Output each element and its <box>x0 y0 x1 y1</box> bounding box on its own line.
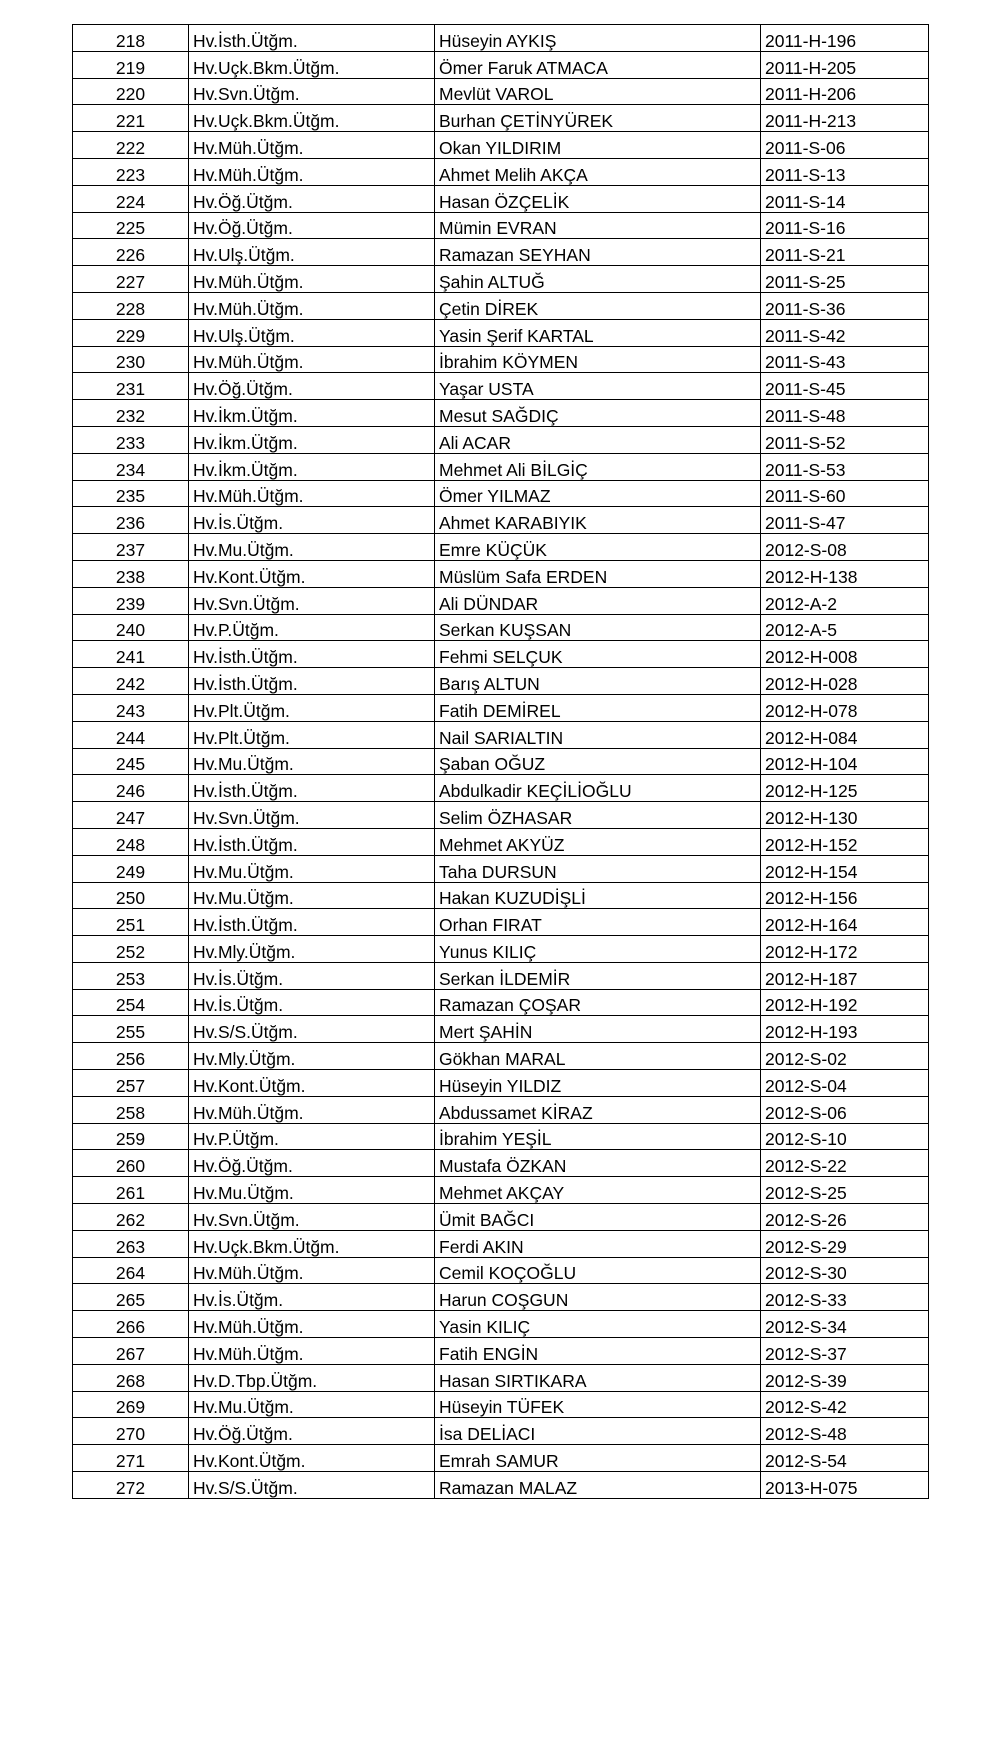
table-row <box>73 105 929 132</box>
registry-cell: 2011-H-196 <box>761 25 929 52</box>
rank-cell: Hv.Kont.Ütğm. <box>189 1070 435 1097</box>
table-row <box>73 1364 929 1391</box>
rank-cell: Hv.İs.Ütğm. <box>189 989 435 1016</box>
registry-cell: 2012-H-008 <box>761 641 929 668</box>
registry-cell: 2011-S-25 <box>761 266 929 293</box>
table-row <box>73 480 929 507</box>
table-row <box>73 212 929 239</box>
registry-cell: 2012-S-04 <box>761 1070 929 1097</box>
row-number: 245 <box>73 748 189 775</box>
rank-cell: Hv.Svn.Ütğm. <box>189 1204 435 1231</box>
name-cell: Cemil KOÇOĞLU <box>435 1257 761 1284</box>
registry-cell: 2012-H-084 <box>761 721 929 748</box>
name-cell: Fatih DEMİREL <box>435 694 761 721</box>
rank-cell: Hv.İs.Ütğm. <box>189 507 435 534</box>
table-row <box>73 1257 929 1284</box>
registry-cell: 2012-H-028 <box>761 668 929 695</box>
rank-cell: Hv.Müh.Ütğm. <box>189 480 435 507</box>
registry-cell: 2012-S-08 <box>761 534 929 561</box>
name-cell: Barış ALTUN <box>435 668 761 695</box>
table-row <box>73 292 929 319</box>
name-cell: Hakan KUZUDİŞLİ <box>435 882 761 909</box>
table-row <box>73 560 929 587</box>
rank-cell: Hv.Müh.Ütğm. <box>189 346 435 373</box>
row-number: 269 <box>73 1391 189 1418</box>
name-cell: Hüseyin YILDIZ <box>435 1070 761 1097</box>
registry-cell: 2012-S-37 <box>761 1338 929 1365</box>
table-row <box>73 721 929 748</box>
name-cell: Gökhan MARAL <box>435 1043 761 1070</box>
row-number: 252 <box>73 936 189 963</box>
registry-cell: 2012-A-2 <box>761 587 929 614</box>
table-row <box>73 1338 929 1365</box>
row-number: 242 <box>73 668 189 695</box>
name-cell: Ali ACAR <box>435 426 761 453</box>
rank-cell: Hv.Öğ.Ütğm. <box>189 1418 435 1445</box>
row-number: 267 <box>73 1338 189 1365</box>
table-row <box>73 855 929 882</box>
rank-cell: Hv.Svn.Ütğm. <box>189 587 435 614</box>
name-cell: Yunus KILIÇ <box>435 936 761 963</box>
registry-cell: 2012-S-02 <box>761 1043 929 1070</box>
rank-cell: Hv.Mu.Ütğm. <box>189 1391 435 1418</box>
rank-cell: Hv.Mu.Ütğm. <box>189 748 435 775</box>
row-number: 248 <box>73 828 189 855</box>
table-row <box>73 909 929 936</box>
registry-cell: 2012-H-154 <box>761 855 929 882</box>
row-number: 230 <box>73 346 189 373</box>
name-cell: Ümit BAĞCI <box>435 1204 761 1231</box>
table-row <box>73 962 929 989</box>
table-row <box>73 185 929 212</box>
rank-cell: Hv.Müh.Ütğm. <box>189 1096 435 1123</box>
registry-cell: 2012-S-39 <box>761 1364 929 1391</box>
row-number: 234 <box>73 453 189 480</box>
row-number: 224 <box>73 185 189 212</box>
row-number: 221 <box>73 105 189 132</box>
rank-cell: Hv.Mly.Ütğm. <box>189 936 435 963</box>
name-cell: Abdussamet KİRAZ <box>435 1096 761 1123</box>
rank-cell: Hv.Müh.Ütğm. <box>189 266 435 293</box>
table-row <box>73 1070 929 1097</box>
row-number: 272 <box>73 1472 189 1499</box>
table-row <box>73 158 929 185</box>
rank-cell: Hv.İkm.Ütğm. <box>189 453 435 480</box>
row-number: 257 <box>73 1070 189 1097</box>
rank-cell: Hv.Kont.Ütğm. <box>189 1445 435 1472</box>
registry-cell: 2011-S-43 <box>761 346 929 373</box>
registry-cell: 2012-S-34 <box>761 1311 929 1338</box>
table-row <box>73 1445 929 1472</box>
registry-cell: 2011-S-14 <box>761 185 929 212</box>
registry-cell: 2012-S-10 <box>761 1123 929 1150</box>
rank-cell: Hv.Müh.Ütğm. <box>189 1338 435 1365</box>
row-number: 241 <box>73 641 189 668</box>
table-row <box>73 1311 929 1338</box>
rank-cell: Hv.İsth.Ütğm. <box>189 641 435 668</box>
table-row <box>73 1043 929 1070</box>
row-number: 246 <box>73 775 189 802</box>
row-number: 220 <box>73 78 189 105</box>
table-row <box>73 1472 929 1499</box>
name-cell: Hasan ÖZÇELİK <box>435 185 761 212</box>
table-row <box>73 453 929 480</box>
rank-cell: Hv.Plt.Ütğm. <box>189 721 435 748</box>
rank-cell: Hv.Müh.Ütğm. <box>189 292 435 319</box>
table-row <box>73 694 929 721</box>
row-number: 271 <box>73 1445 189 1472</box>
rank-cell: Hv.İsth.Ütğm. <box>189 25 435 52</box>
table-row <box>73 1418 929 1445</box>
registry-cell: 2011-S-06 <box>761 132 929 159</box>
row-number: 225 <box>73 212 189 239</box>
rank-cell: Hv.Öğ.Ütğm. <box>189 185 435 212</box>
table-row <box>73 775 929 802</box>
row-number: 258 <box>73 1096 189 1123</box>
table-row <box>73 319 929 346</box>
row-number: 239 <box>73 587 189 614</box>
registry-cell: 2012-S-48 <box>761 1418 929 1445</box>
rank-cell: Hv.Öğ.Ütğm. <box>189 373 435 400</box>
name-cell: Abdulkadir KEÇİLİOĞLU <box>435 775 761 802</box>
name-cell: Ahmet KARABIYIK <box>435 507 761 534</box>
rank-cell: Hv.İkm.Ütğm. <box>189 426 435 453</box>
row-number: 232 <box>73 400 189 427</box>
rank-cell: Hv.S/S.Ütğm. <box>189 1472 435 1499</box>
registry-cell: 2013-H-075 <box>761 1472 929 1499</box>
row-number: 266 <box>73 1311 189 1338</box>
row-number: 263 <box>73 1230 189 1257</box>
name-cell: Şahin ALTUĞ <box>435 266 761 293</box>
registry-cell: 2011-S-48 <box>761 400 929 427</box>
rank-cell: Hv.D.Tbp.Ütğm. <box>189 1364 435 1391</box>
table-row <box>73 1096 929 1123</box>
rank-cell: Hv.İsth.Ütğm. <box>189 828 435 855</box>
registry-cell: 2011-S-42 <box>761 319 929 346</box>
row-number: 237 <box>73 534 189 561</box>
name-cell: Orhan FIRAT <box>435 909 761 936</box>
name-cell: Hüseyin TÜFEK <box>435 1391 761 1418</box>
row-number: 218 <box>73 25 189 52</box>
row-number: 223 <box>73 158 189 185</box>
registry-cell: 2011-S-36 <box>761 292 929 319</box>
rank-cell: Hv.Müh.Ütğm. <box>189 1311 435 1338</box>
name-cell: Ahmet Melih AKÇA <box>435 158 761 185</box>
rank-cell: Hv.Svn.Ütğm. <box>189 78 435 105</box>
row-number: 228 <box>73 292 189 319</box>
name-cell: Ali DÜNDAR <box>435 587 761 614</box>
name-cell: Ömer Faruk ATMACA <box>435 51 761 78</box>
table-row <box>73 1123 929 1150</box>
registry-cell: 2012-H-156 <box>761 882 929 909</box>
table-row <box>73 936 929 963</box>
registry-cell: 2012-H-104 <box>761 748 929 775</box>
registry-cell: 2012-S-06 <box>761 1096 929 1123</box>
table-row <box>73 828 929 855</box>
table-row <box>73 78 929 105</box>
registry-cell: 2012-H-187 <box>761 962 929 989</box>
table-row <box>73 641 929 668</box>
row-number: 251 <box>73 909 189 936</box>
row-number: 233 <box>73 426 189 453</box>
registry-cell: 2012-H-192 <box>761 989 929 1016</box>
rank-cell: Hv.İs.Ütğm. <box>189 1284 435 1311</box>
table-row <box>73 882 929 909</box>
registry-cell: 2011-S-47 <box>761 507 929 534</box>
rank-cell: Hv.Mu.Ütğm. <box>189 882 435 909</box>
name-cell: Ömer YILMAZ <box>435 480 761 507</box>
table-row <box>73 614 929 641</box>
table-row <box>73 534 929 561</box>
rank-cell: Hv.Plt.Ütğm. <box>189 694 435 721</box>
table-row <box>73 400 929 427</box>
rank-cell: Hv.İs.Ütğm. <box>189 962 435 989</box>
row-number: 262 <box>73 1204 189 1231</box>
name-cell: Ferdi AKIN <box>435 1230 761 1257</box>
document-page <box>72 24 928 1744</box>
name-cell: Yaşar USTA <box>435 373 761 400</box>
table-row <box>73 266 929 293</box>
name-cell: Mevlüt VAROL <box>435 78 761 105</box>
table-row <box>73 132 929 159</box>
name-cell: Çetin DİREK <box>435 292 761 319</box>
name-cell: Hasan SIRTIKARA <box>435 1364 761 1391</box>
table-row <box>73 373 929 400</box>
name-cell: Mehmet AKYÜZ <box>435 828 761 855</box>
row-number: 235 <box>73 480 189 507</box>
table-row <box>73 1016 929 1043</box>
registry-cell: 2012-S-54 <box>761 1445 929 1472</box>
name-cell: Nail SARIALTIN <box>435 721 761 748</box>
name-cell: Serkan KUŞSAN <box>435 614 761 641</box>
registry-cell: 2012-S-30 <box>761 1257 929 1284</box>
registry-cell: 2011-S-53 <box>761 453 929 480</box>
row-number: 254 <box>73 989 189 1016</box>
table-row <box>73 748 929 775</box>
row-number: 222 <box>73 132 189 159</box>
rank-cell: Hv.Müh.Ütğm. <box>189 1257 435 1284</box>
rank-cell: Hv.Uçk.Bkm.Ütğm. <box>189 105 435 132</box>
name-cell: Mehmet Ali BİLGİÇ <box>435 453 761 480</box>
row-number: 253 <box>73 962 189 989</box>
table-row <box>73 1230 929 1257</box>
row-number: 249 <box>73 855 189 882</box>
row-number: 259 <box>73 1123 189 1150</box>
registry-cell: 2012-H-125 <box>761 775 929 802</box>
table-row <box>73 51 929 78</box>
rank-cell: Hv.Svn.Ütğm. <box>189 802 435 829</box>
row-number: 260 <box>73 1150 189 1177</box>
row-number: 261 <box>73 1177 189 1204</box>
table-row <box>73 346 929 373</box>
rank-cell: Hv.Ulş.Ütğm. <box>189 239 435 266</box>
row-number: 238 <box>73 560 189 587</box>
registry-cell: 2012-H-152 <box>761 828 929 855</box>
row-number: 227 <box>73 266 189 293</box>
row-number: 243 <box>73 694 189 721</box>
rank-cell: Hv.İsth.Ütğm. <box>189 775 435 802</box>
name-cell: Serkan İLDEMİR <box>435 962 761 989</box>
table-body <box>73 25 929 1499</box>
rank-cell: Hv.Mu.Ütğm. <box>189 855 435 882</box>
table-row <box>73 989 929 1016</box>
row-number: 244 <box>73 721 189 748</box>
registry-cell: 2012-H-193 <box>761 1016 929 1043</box>
registry-cell: 2011-S-16 <box>761 212 929 239</box>
rank-cell: Hv.Ulş.Ütğm. <box>189 319 435 346</box>
name-cell: Şaban OĞUZ <box>435 748 761 775</box>
table-row <box>73 507 929 534</box>
table-row <box>73 587 929 614</box>
name-cell: Ramazan SEYHAN <box>435 239 761 266</box>
table-row <box>73 1150 929 1177</box>
rank-cell: Hv.Müh.Ütğm. <box>189 132 435 159</box>
table-row <box>73 668 929 695</box>
row-number: 226 <box>73 239 189 266</box>
rank-cell: Hv.P.Ütğm. <box>189 1123 435 1150</box>
registry-cell: 2012-S-29 <box>761 1230 929 1257</box>
name-cell: Yasin Şerif KARTAL <box>435 319 761 346</box>
name-cell: Mümin EVRAN <box>435 212 761 239</box>
name-cell: İbrahim KÖYMEN <box>435 346 761 373</box>
registry-cell: 2011-S-52 <box>761 426 929 453</box>
rank-cell: Hv.İkm.Ütğm. <box>189 400 435 427</box>
registry-cell: 2012-H-130 <box>761 802 929 829</box>
row-number: 247 <box>73 802 189 829</box>
name-cell: Emrah SAMUR <box>435 1445 761 1472</box>
name-cell: Ramazan ÇOŞAR <box>435 989 761 1016</box>
table-row <box>73 1391 929 1418</box>
registry-cell: 2011-H-205 <box>761 51 929 78</box>
name-cell: Taha DURSUN <box>435 855 761 882</box>
name-cell: Ramazan MALAZ <box>435 1472 761 1499</box>
row-number: 231 <box>73 373 189 400</box>
row-number: 236 <box>73 507 189 534</box>
table-row <box>73 1177 929 1204</box>
registry-cell: 2012-A-5 <box>761 614 929 641</box>
rank-cell: Hv.P.Ütğm. <box>189 614 435 641</box>
row-number: 240 <box>73 614 189 641</box>
table-row <box>73 426 929 453</box>
name-cell: Mustafa ÖZKAN <box>435 1150 761 1177</box>
registry-cell: 2012-S-26 <box>761 1204 929 1231</box>
personnel-table <box>72 24 929 1499</box>
row-number: 255 <box>73 1016 189 1043</box>
rank-cell: Hv.Kont.Ütğm. <box>189 560 435 587</box>
name-cell: Fatih ENGİN <box>435 1338 761 1365</box>
rank-cell: Hv.Mu.Ütğm. <box>189 534 435 561</box>
table-row <box>73 1204 929 1231</box>
rank-cell: Hv.Mu.Ütğm. <box>189 1177 435 1204</box>
rank-cell: Hv.S/S.Ütğm. <box>189 1016 435 1043</box>
registry-cell: 2012-H-138 <box>761 560 929 587</box>
name-cell: Mesut SAĞDIÇ <box>435 400 761 427</box>
table-row <box>73 25 929 52</box>
name-cell: Hüseyin AYKIŞ <box>435 25 761 52</box>
rank-cell: Hv.Öğ.Ütğm. <box>189 212 435 239</box>
rank-cell: Hv.Uçk.Bkm.Ütğm. <box>189 51 435 78</box>
rank-cell: Hv.Öğ.Ütğm. <box>189 1150 435 1177</box>
registry-cell: 2012-S-42 <box>761 1391 929 1418</box>
name-cell: Burhan ÇETİNYÜREK <box>435 105 761 132</box>
row-number: 270 <box>73 1418 189 1445</box>
registry-cell: 2011-S-13 <box>761 158 929 185</box>
name-cell: Mert ŞAHİN <box>435 1016 761 1043</box>
rank-cell: Hv.Uçk.Bkm.Ütğm. <box>189 1230 435 1257</box>
name-cell: İsa DELİACI <box>435 1418 761 1445</box>
registry-cell: 2011-S-60 <box>761 480 929 507</box>
name-cell: Mehmet AKÇAY <box>435 1177 761 1204</box>
row-number: 256 <box>73 1043 189 1070</box>
table-row <box>73 239 929 266</box>
name-cell: Fehmi SELÇUK <box>435 641 761 668</box>
registry-cell: 2012-H-172 <box>761 936 929 963</box>
name-cell: Müslüm Safa ERDEN <box>435 560 761 587</box>
rank-cell: Hv.İsth.Ütğm. <box>189 668 435 695</box>
row-number: 268 <box>73 1364 189 1391</box>
registry-cell: 2011-H-213 <box>761 105 929 132</box>
registry-cell: 2012-S-33 <box>761 1284 929 1311</box>
name-cell: Selim ÖZHASAR <box>435 802 761 829</box>
row-number: 219 <box>73 51 189 78</box>
registry-cell: 2012-S-25 <box>761 1177 929 1204</box>
rank-cell: Hv.Mly.Ütğm. <box>189 1043 435 1070</box>
rank-cell: Hv.İsth.Ütğm. <box>189 909 435 936</box>
row-number: 264 <box>73 1257 189 1284</box>
registry-cell: 2012-H-078 <box>761 694 929 721</box>
registry-cell: 2011-S-45 <box>761 373 929 400</box>
registry-cell: 2011-S-21 <box>761 239 929 266</box>
registry-cell: 2012-S-22 <box>761 1150 929 1177</box>
name-cell: Emre KÜÇÜK <box>435 534 761 561</box>
rank-cell: Hv.Müh.Ütğm. <box>189 158 435 185</box>
name-cell: İbrahim YEŞİL <box>435 1123 761 1150</box>
name-cell: Yasin KILIÇ <box>435 1311 761 1338</box>
table-row <box>73 802 929 829</box>
registry-cell: 2011-H-206 <box>761 78 929 105</box>
registry-cell: 2012-H-164 <box>761 909 929 936</box>
table-row <box>73 1284 929 1311</box>
name-cell: Okan YILDIRIM <box>435 132 761 159</box>
row-number: 229 <box>73 319 189 346</box>
row-number: 250 <box>73 882 189 909</box>
row-number: 265 <box>73 1284 189 1311</box>
name-cell: Harun COŞGUN <box>435 1284 761 1311</box>
